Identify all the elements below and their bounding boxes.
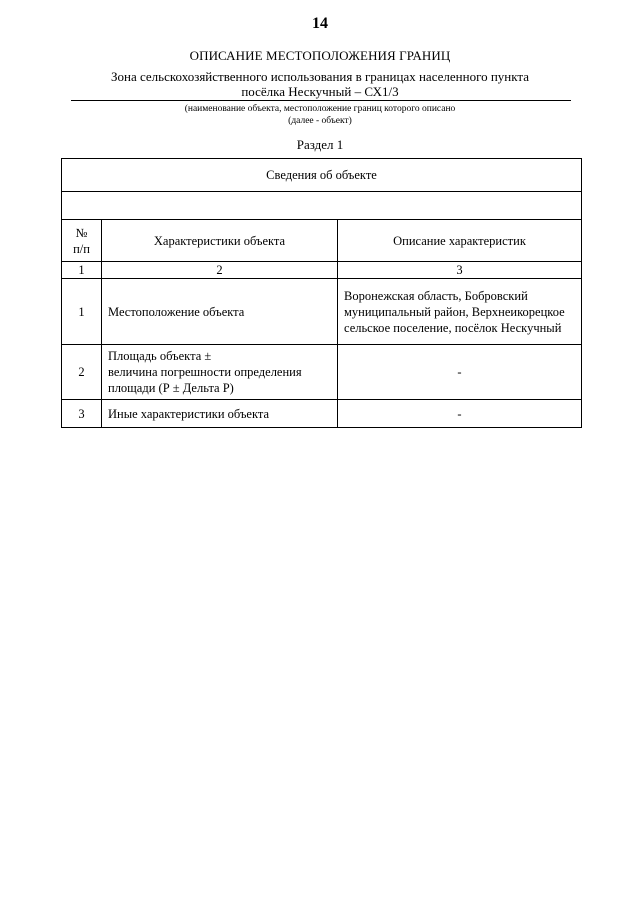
characteristic-line-2: величина погрешности определения: [108, 365, 302, 379]
col-number-line-2: п/п: [73, 241, 90, 256]
row-characteristic: Местоположение объекта: [102, 279, 338, 345]
section-title: Раздел 1: [296, 137, 344, 152]
table-empty-row: [62, 192, 582, 220]
row-number: 3: [62, 400, 102, 428]
row-characteristic: [102, 345, 338, 400]
row-number: 2: [62, 345, 102, 400]
index-row: [62, 262, 582, 279]
subtitle-line-2: посёлка Нескучный – СХ1/3: [241, 84, 399, 99]
caption-line-2: (далее - объект): [288, 116, 352, 126]
column-header-row: [62, 220, 582, 262]
document-title: ОПИСАНИЕ МЕСТОПОЛОЖЕНИЯ ГРАНИЦ: [189, 48, 451, 63]
index-cell: 1: [62, 262, 102, 279]
subtitle-underline: [71, 100, 571, 101]
object-caption: [60, 103, 580, 127]
col-characteristic-header: Характеристики объекта: [102, 220, 338, 262]
col-number-line-1: №: [75, 225, 88, 240]
table-row: [62, 400, 582, 428]
row-characteristic: Иные характеристики объекта: [102, 400, 338, 428]
row-description: -: [338, 400, 582, 428]
table-header: Сведения об объекте: [62, 159, 582, 192]
index-cell: 3: [338, 262, 582, 279]
col-number-header: [62, 220, 102, 262]
object-info-table: [61, 158, 582, 428]
row-description: -: [338, 345, 582, 400]
subtitle-line-1: Зона сельскохозяйственного использования в границах населенного пункта: [110, 69, 529, 84]
caption-line-1: (наименование объекта, местоположение границ которого описано: [184, 104, 456, 114]
characteristic-line-3: площади (Р ± Дельта Р): [108, 381, 234, 395]
row-description: Воронежская область, Бобровский муниципальный район, Верхнеикорецкое сельское поселение, посёлок Нескучный: [338, 279, 582, 345]
table-row: [62, 279, 582, 345]
row-number: 1: [62, 279, 102, 345]
table-header-row: [62, 159, 582, 192]
col-description-header: Описание характеристик: [338, 220, 582, 262]
document-subtitle: [60, 69, 580, 99]
page-number: 14: [312, 15, 328, 32]
characteristic-line-1: Площадь объекта ±: [108, 349, 212, 363]
table-row: [62, 345, 582, 400]
empty-cell: [62, 192, 582, 220]
index-cell: 2: [102, 262, 338, 279]
